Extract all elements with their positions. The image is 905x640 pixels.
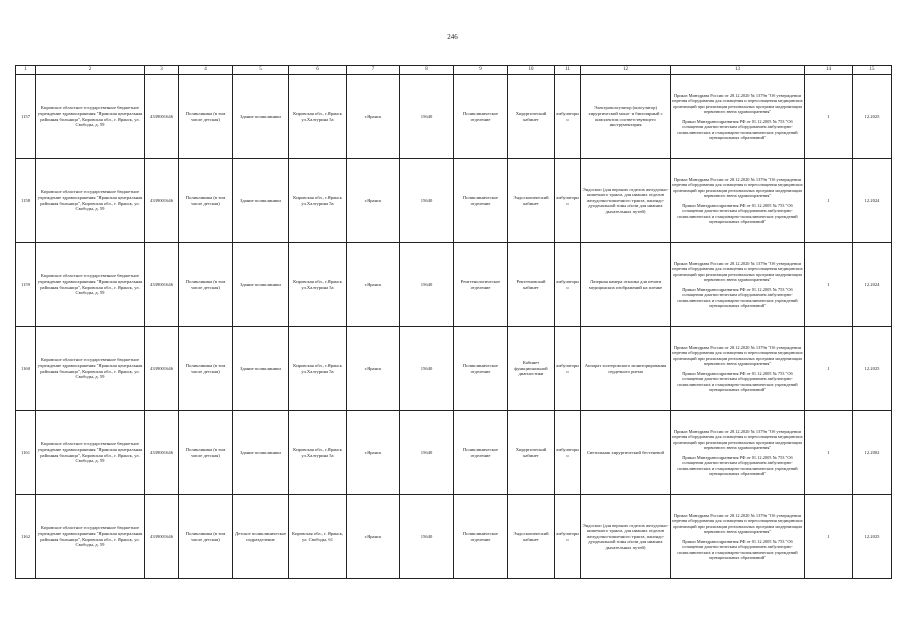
quantity-cell: 1 <box>805 243 853 327</box>
inn-cell: 4339001646 <box>145 327 179 411</box>
department-cell: Поликлиническое отделение <box>454 411 508 495</box>
inn-cell: 4339001646 <box>145 243 179 327</box>
settlement-code-cell: 15640 <box>400 75 454 159</box>
quantity-cell: 1 <box>805 495 853 579</box>
settlement-code-cell: 15640 <box>400 411 454 495</box>
legal-basis-cell <box>671 495 805 579</box>
address-cell: Кировская обл., г.Яранск ул.Халтурина 5а <box>289 327 347 411</box>
settlement-code-cell: 15640 <box>400 495 454 579</box>
row-number-cell: 1159 <box>16 243 36 327</box>
equipment-name-cell: Лазерная камера отклика для печати медицинских изображений на пленке <box>581 243 671 327</box>
inn-cell: 4339001646 <box>145 75 179 159</box>
quantity-cell: 1 <box>805 327 853 411</box>
locality-cell: г.Яранск <box>347 327 400 411</box>
quantity-cell: 1 <box>805 75 853 159</box>
organization-cell: Кировское областное государственное бюджетное учреждение здравоохранения "Яранская центральная районная больница", Кировская обл., г. Яранск, ул. Свободы, д. 59 <box>36 411 145 495</box>
page-number: 246 <box>447 33 458 41</box>
building-cell: Здание поликлиники <box>233 159 289 243</box>
building-cell: Здание поликлиники <box>233 327 289 411</box>
basis-order-753: Приказ Минздравсоцразвития РФ от 01.12.2005 № 753 "Об оснащении диагностическим оборудованием амбулаторно-поликлинических и стационарно-поликлинических учреждений муниципальных образований" <box>677 454 798 476</box>
address-cell: Кировская обл., г.Яранск ул.Халтурина 5а <box>289 243 347 327</box>
locality-cell: г.Яранск <box>347 243 400 327</box>
equipment-name-cell: Эндоскоп (для верхних отделов желудочно-кишечного тракта, для нижних отделов желудочно-кишечного тракта, панэндо-дуоденальной зоны и/или для нижних дыхательных путей) <box>581 495 671 579</box>
address-cell: Кировская обл., г. Яранск, ул. Свободы, 61 <box>289 495 347 579</box>
column-number-10: 10 <box>508 66 555 75</box>
equipment-name-cell: Светильник хирургический бестеневой <box>581 411 671 495</box>
inn-cell: 4339001646 <box>145 159 179 243</box>
basis-order-1379n: Приказ Минздрава России от 28.12.2020 № 1379н "Об утверждении перечня оборудования для оснащения и переоснащения медицинских организаций при реализации региональных программ модернизации первичного звена здравоохранения" <box>672 176 803 198</box>
row-number-cell: 1161 <box>16 411 36 495</box>
table-row <box>16 75 892 159</box>
address-cell: Кировская обл., г.Яранск ул.Халтурина 5а <box>289 75 347 159</box>
basis-order-753: Приказ Минздравсоцразвития РФ от 01.12.2005 № 753 "Об оснащении диагностическим оборудованием амбулаторно-поликлинических и стационарно-поликлинических учреждений муниципальных образований" <box>677 370 798 392</box>
column-number-15: 15 <box>853 66 892 75</box>
column-number-14: 14 <box>805 66 853 75</box>
basis-order-753: Приказ Минздравсоцразвития РФ от 01.12.2005 № 753 "Об оснащении диагностическим оборудованием амбулаторно-поликлинических и стационарно-поликлинических учреждений муниципальных образований" <box>677 538 798 560</box>
room-cell: Хирургический кабинет <box>508 75 555 159</box>
organization-cell: Кировское областное государственное бюджетное учреждение здравоохранения "Яранская центральная районная больница", Кировская обл., г. Яранск, ул. Свободы, д. 59 <box>36 159 145 243</box>
locality-cell: г.Яранск <box>347 75 400 159</box>
room-cell: Эндоскопический кабинет <box>508 159 555 243</box>
settlement-code-cell: 15640 <box>400 159 454 243</box>
table-body <box>16 66 892 579</box>
department-cell: Поликлиническое отделение <box>454 495 508 579</box>
table-row <box>16 495 892 579</box>
delivery-date-cell: 12.2024 <box>853 159 892 243</box>
table-row <box>16 159 892 243</box>
delivery-date-cell: 12.2002 <box>853 411 892 495</box>
quantity-cell: 1 <box>805 411 853 495</box>
subdivision-cell: Поликлиника (в том числе детская) <box>179 159 233 243</box>
care-condition-cell: амбулаторно <box>555 159 581 243</box>
column-number-9: 9 <box>454 66 508 75</box>
table-row <box>16 411 892 495</box>
column-number-6: 6 <box>289 66 347 75</box>
subdivision-cell: Поликлиника (в том числе детская) <box>179 411 233 495</box>
organization-cell: Кировское областное государственное бюджетное учреждение здравоохранения "Яранская центральная районная больница", Кировская обл., г. Яранск, ул. Свободы, д. 59 <box>36 243 145 327</box>
legal-basis-cell <box>671 75 805 159</box>
row-number-cell: 1162 <box>16 495 36 579</box>
subdivision-cell: Поликлиника (в том числе детская) <box>179 243 233 327</box>
address-cell: Кировская обл., г.Яранск ул.Халтурина 5а <box>289 411 347 495</box>
subdivision-cell: Поликлиника (в том числе детская) <box>179 75 233 159</box>
room-cell: Кабинет функциональной диагностики <box>508 327 555 411</box>
column-number-12: 12 <box>581 66 671 75</box>
care-condition-cell: амбулаторно <box>555 411 581 495</box>
care-condition-cell: амбулаторно <box>555 495 581 579</box>
basis-order-1379n: Приказ Минздрава России от 28.12.2020 № 1379н "Об утверждении перечня оборудования для оснащения и переоснащения медицинских организаций при реализации региональных программ модернизации первичного звена здравоохранения" <box>672 344 803 366</box>
equipment-name-cell: Эндоскоп (для верхних отделов желудочно-кишечного тракта, для нижних отделов желудочно-кишечного тракта, панэндо-дуоденальной зоны и/или для нижних дыхательных путей) <box>581 159 671 243</box>
care-condition-cell: амбулаторно <box>555 327 581 411</box>
legal-basis-cell <box>671 327 805 411</box>
column-number-4: 4 <box>179 66 233 75</box>
column-number-5: 5 <box>233 66 289 75</box>
department-cell: Поликлиническое отделение <box>454 75 508 159</box>
building-cell: Здание поликлиники <box>233 243 289 327</box>
column-number-8: 8 <box>400 66 454 75</box>
basis-order-1379n: Приказ Минздрава России от 28.12.2020 № 1379н "Об утверждении перечня оборудования для оснащения и переоснащения медицинских организаций при реализации региональных программ модернизации первичного звена здравоохранения" <box>672 260 803 282</box>
legal-basis-cell <box>671 243 805 327</box>
department-cell: Поликлиническое отделение <box>454 159 508 243</box>
delivery-date-cell: 12.2025 <box>853 75 892 159</box>
basis-order-753: Приказ Минздравсоцразвития РФ от 01.12.2005 № 753 "Об оснащении диагностическим оборудованием амбулаторно-поликлинических и стационарно-поликлинических учреждений муниципальных образований" <box>677 118 798 140</box>
legal-basis-cell <box>671 411 805 495</box>
address-cell: Кировская обл., г.Яранск ул.Халтурина 5а <box>289 159 347 243</box>
locality-cell: г.Яранск <box>347 495 400 579</box>
locality-cell: г.Яранск <box>347 159 400 243</box>
building-cell: Детское поликлиническое подразделение <box>233 495 289 579</box>
equipment-name-cell: Аппарат холтеровского мониторирования сердечного ритма <box>581 327 671 411</box>
table-row <box>16 327 892 411</box>
department-cell: Поликлиническое отделение <box>454 327 508 411</box>
inn-cell: 4339001646 <box>145 495 179 579</box>
column-number-13: 13 <box>671 66 805 75</box>
basis-order-1379n: Приказ Минздрава России от 28.12.2020 № 1379н "Об утверждении перечня оборудования для оснащения и переоснащения медицинских организаций при реализации региональных программ модернизации первичного звена здравоохранения" <box>672 512 803 534</box>
organization-cell: Кировское областное государственное бюджетное учреждение здравоохранения "Яранская центральная районная больница", Кировская обл., г. Яранск, ул. Свободы, д. 59 <box>36 327 145 411</box>
organization-cell: Кировское областное государственное бюджетное учреждение здравоохранения "Яранская центральная районная больница", Кировская обл., г. Яранск, ул. Свободы, д. 59 <box>36 75 145 159</box>
equipment-register-table <box>15 65 892 579</box>
row-number-cell: 1158 <box>16 159 36 243</box>
care-condition-cell: амбулаторно <box>555 75 581 159</box>
legal-basis-cell <box>671 159 805 243</box>
basis-order-1379n: Приказ Минздрава России от 28.12.2020 № 1379н "Об утверждении перечня оборудования для оснащения и переоснащения медицинских организаций при реализации региональных программ модернизации первичного звена здравоохранения" <box>672 428 803 450</box>
equipment-name-cell: Электровоагулятор (коагулятор) хирургический моно- и биполярный с комплектом соответствующего инструментария <box>581 75 671 159</box>
row-number-cell: 1157 <box>16 75 36 159</box>
delivery-date-cell: 12.2024 <box>853 243 892 327</box>
basis-order-753: Приказ Минздравсоцразвития РФ от 01.12.2005 № 753 "Об оснащении диагностическим оборудованием амбулаторно-поликлинических и стационарно-поликлинических учреждений муниципальных образований" <box>677 286 798 308</box>
room-cell: Эндоскопический кабинет <box>508 495 555 579</box>
column-number-2: 2 <box>36 66 145 75</box>
table-row <box>16 243 892 327</box>
locality-cell: г.Яранск <box>347 411 400 495</box>
room-cell: Хирургический кабинет <box>508 411 555 495</box>
department-cell: Рентгенологическое отделение <box>454 243 508 327</box>
header-row <box>16 66 892 75</box>
settlement-code-cell: 15640 <box>400 243 454 327</box>
column-number-7: 7 <box>347 66 400 75</box>
care-condition-cell: амбулаторно <box>555 243 581 327</box>
delivery-date-cell: 12.2025 <box>853 327 892 411</box>
column-number-1: 1 <box>16 66 36 75</box>
building-cell: Здание поликлиники <box>233 411 289 495</box>
quantity-cell: 1 <box>805 159 853 243</box>
settlement-code-cell: 15640 <box>400 327 454 411</box>
delivery-date-cell: 12.2025 <box>853 495 892 579</box>
column-number-3: 3 <box>145 66 179 75</box>
inn-cell: 4339001646 <box>145 411 179 495</box>
column-number-11: 11 <box>555 66 581 75</box>
basis-order-753: Приказ Минздравсоцразвития РФ от 01.12.2005 № 753 "Об оснащении диагностическим оборудованием амбулаторно-поликлинических и стационарно-поликлинических учреждений муниципальных образований" <box>677 202 798 224</box>
row-number-cell: 1160 <box>16 327 36 411</box>
subdivision-cell: Поликлиника (в том числе детская) <box>179 327 233 411</box>
organization-cell: Кировское областное государственное бюджетное учреждение здравоохранения "Яранская центральная районная больница", Кировская обл., г. Яранск, ул. Свободы, д. 59 <box>36 495 145 579</box>
building-cell: Здание поликлиники <box>233 75 289 159</box>
basis-order-1379n: Приказ Минздрава России от 28.12.2020 № 1379н "Об утверждении перечня оборудования для оснащения и переоснащения медицинских организаций при реализации региональных программ модернизации первичного звена здравоохранения" <box>672 92 803 114</box>
subdivision-cell: Поликлиника (в том числе детская) <box>179 495 233 579</box>
room-cell: Рентгеновский кабинет <box>508 243 555 327</box>
